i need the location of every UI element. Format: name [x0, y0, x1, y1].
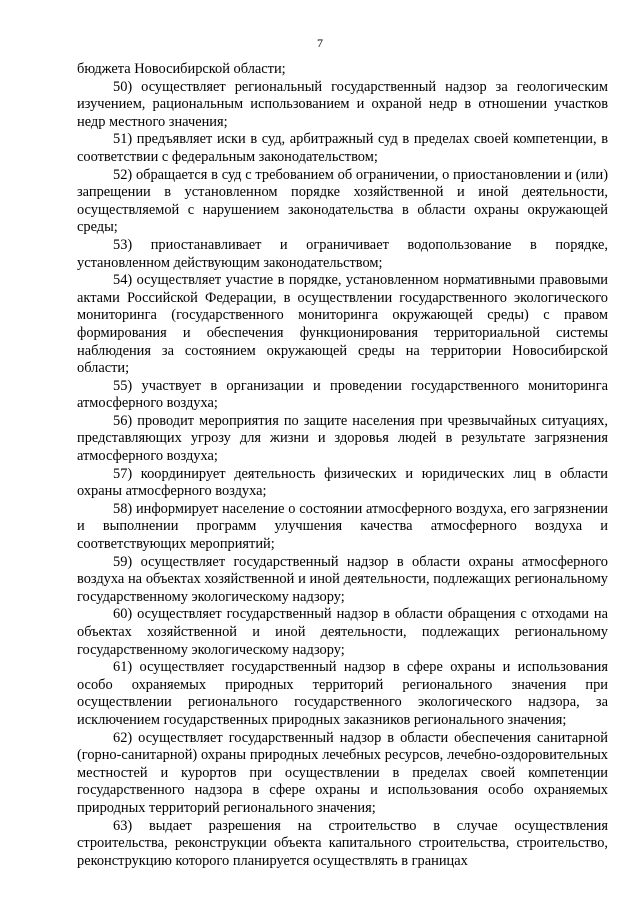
list-item-62: 62) осуществляет государственный надзор в области обеспечения санитарной (горно-санитарной) охраны природных лечебных ресурсов, лечебно-оздоровительных местностей и курортов при осуществлении в пределах своей компетенции государственного надзора в сфере охраны и использования особо охраняемых природных территорий регионального значения; — [77, 729, 608, 816]
list-item-51: 51) предъявляет иски в суд, арбитражный суд в пределах своей компетенции, в соответствии с федеральным законодательством; — [77, 131, 608, 165]
list-item-56: 56) проводит мероприятия по защите населения при чрезвычайных ситуациях, представляющих угрозу для жизни и здоровья людей в результате загрязнения атмосферного воздуха; — [77, 412, 608, 465]
paragraph-continuation: бюджета Новосибирской области; — [77, 61, 286, 77]
page-number: 7 — [317, 36, 323, 50]
list-item-63: 63) выдает разрешения на строительство в случае осуществления строительства, реконструкции объекта капитального строительства, строительство, реконструкцию которого планируется осуществлять в границах — [77, 817, 608, 869]
list-item-55: 55) участвует в организации и проведении государственного мониторинга атмосферного воздуха; — [77, 377, 608, 412]
list-item-53: 53) приостанавливает и ограничивает водопользование в порядке, установленном действующим законодательством; — [77, 236, 608, 271]
document-body — [77, 61, 608, 870]
list-item-61: 61) осуществляет государственный надзор в сфере охраны и использования особо охраняемых природных территорий регионального значения при осуществлении регионального государственного экологического надзора, за исключением государственных природных заказников регионального значения; — [77, 659, 608, 728]
list-item-52: 52) обращается в суд с требованием об ограничении, о приостановлении и (или) запрещении в установленном порядке хозяйственной и иной деятельности, осуществляемой с нарушением законодательства в области охраны окружающей среды; — [77, 166, 608, 236]
list-item-57: 57) координирует деятельность физических и юридических лиц в области охраны атмосферного воздуха; — [77, 465, 608, 500]
list-item-60: 60) осуществляет государственный надзор в области обращения с отходами на объектах хозяйственной и иной деятельности, подлежащих региональному государственному экологическому надзору; — [77, 606, 608, 658]
list-item-58: 58) информирует население о состоянии атмосферного воздуха, его загрязнении и выполнении программ улучшения качества атмосферного воздуха и соответствующих мероприятий; — [77, 500, 608, 553]
list-item-59: 59) осуществляет государственный надзор в области охраны атмосферного воздуха на объектах хозяйственной и иной деятельности, подлежащих региональному государственному экологическому надзору; — [77, 553, 608, 605]
list-item-50: 50) осуществляет региональный государственный надзор за геологическим изучением, рациональным использованием и охраной недр в отношении участков недр местного значения; — [77, 78, 608, 130]
list-item-54: 54) осуществляет участие в порядке, установленном нормативными правовыми актами Российской Федерации, в осуществлении государственного экологического мониторинга (государственного мониторинга окружающей среды) с правом формирования и обеспечения функционирования территориальной системы наблюдения за состоянием окружающей среды на территории Новосибирской области; — [77, 272, 608, 377]
